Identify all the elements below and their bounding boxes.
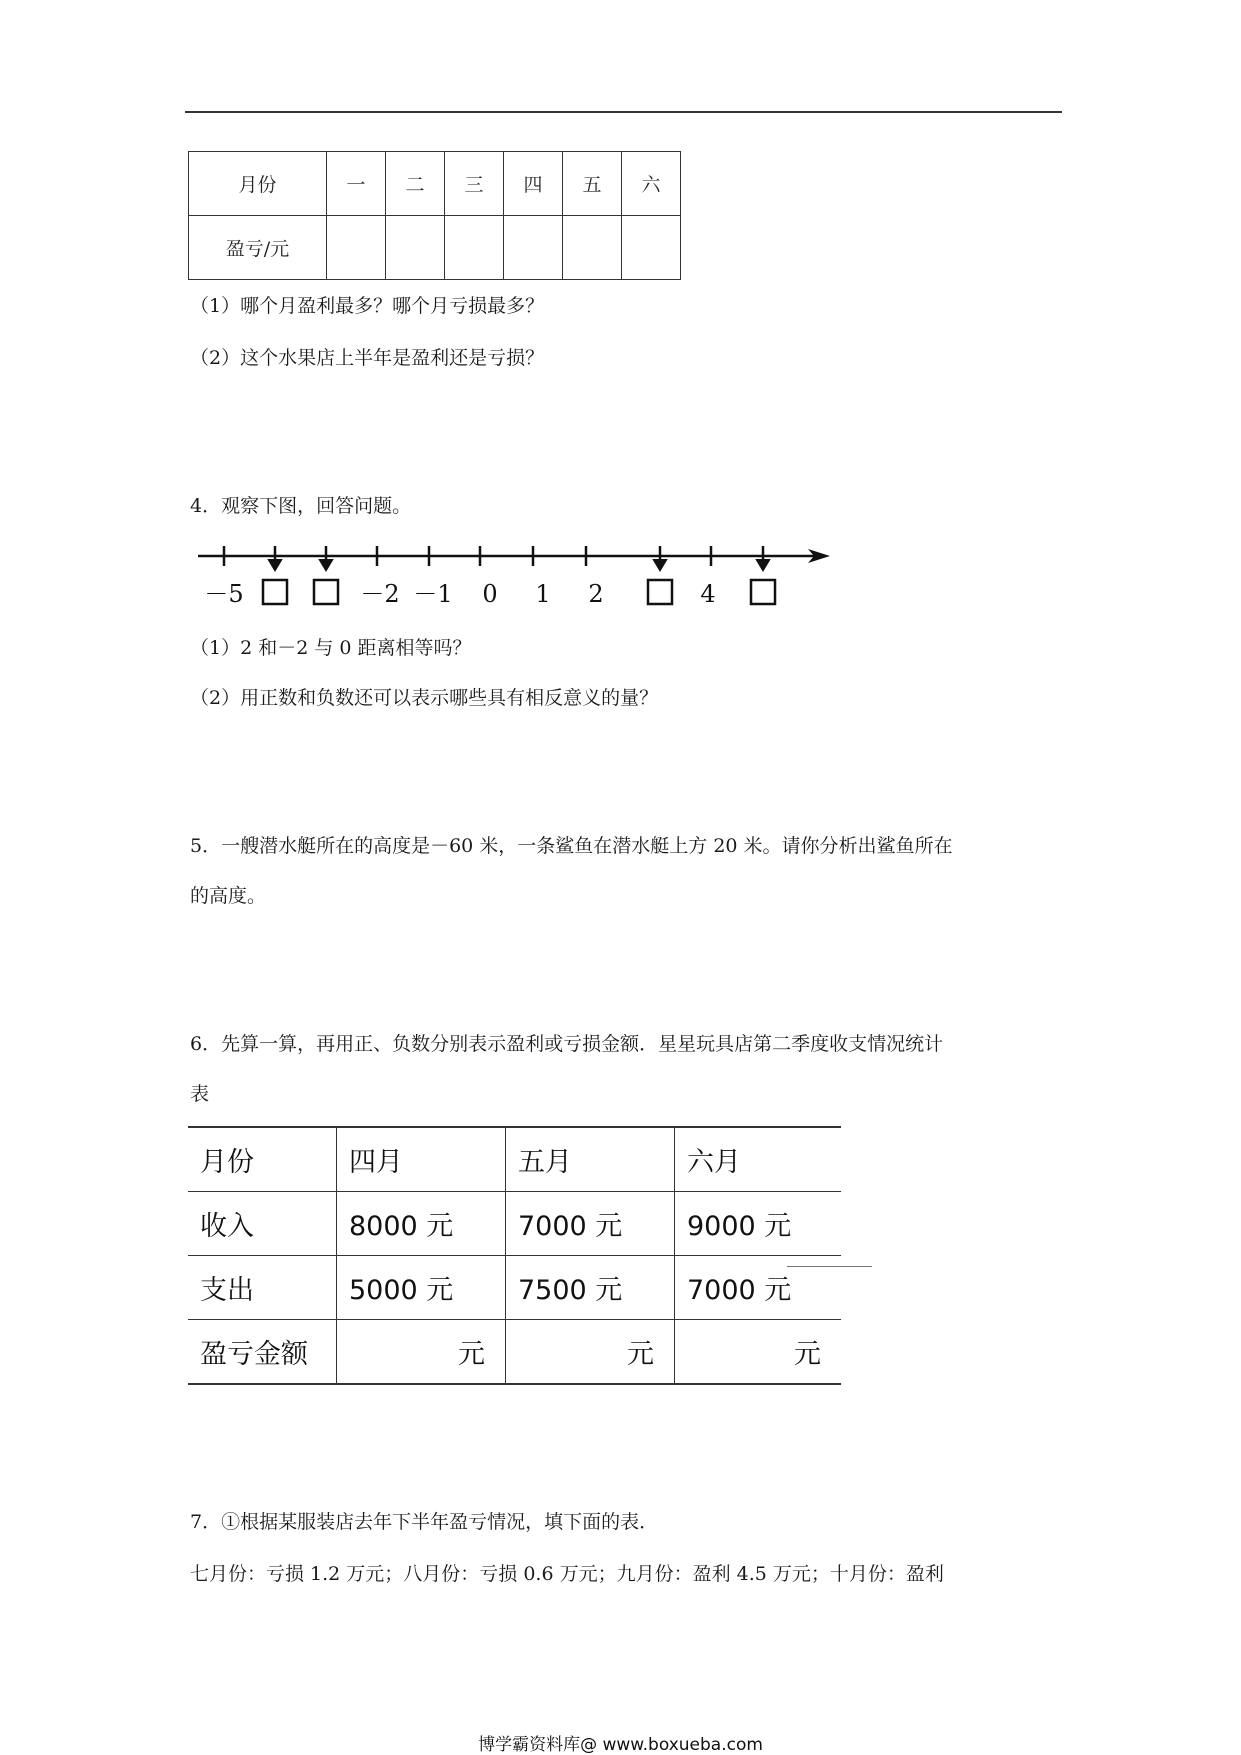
blank-cell[interactable] xyxy=(327,216,386,280)
q2-income-expense-table xyxy=(188,1126,841,1385)
q5-line2: 的高度。 xyxy=(190,885,267,907)
answer-cell[interactable]: 元 xyxy=(675,1320,842,1385)
blank-cell[interactable] xyxy=(445,216,504,280)
table-cell: 六 xyxy=(622,152,681,216)
q6-line2: 表 xyxy=(190,1083,210,1105)
table-cell: 五 xyxy=(563,152,622,216)
table-cell: 一 xyxy=(327,152,386,216)
answer-box xyxy=(751,580,775,604)
table-cell: 二 xyxy=(386,152,445,216)
table-cell: 四月 xyxy=(337,1127,506,1192)
table-row xyxy=(188,1127,841,1192)
answer-box xyxy=(263,580,287,604)
tick-label: －1 xyxy=(413,580,453,608)
down-arrow-icons xyxy=(269,546,769,570)
blank-cell[interactable] xyxy=(386,216,445,280)
answer-cell[interactable]: 元 xyxy=(506,1320,675,1385)
table-cell: 5000 元 xyxy=(337,1256,506,1320)
tick-label: －2 xyxy=(360,580,400,608)
table-row xyxy=(188,1256,841,1320)
table-cell: 月份 xyxy=(189,152,327,216)
blank-cell[interactable] xyxy=(504,216,563,280)
q4-sub1: （1）2 和－2 与 0 距离相等吗？ xyxy=(190,637,472,659)
blank-cell[interactable] xyxy=(622,216,681,280)
table-cell: 六月 xyxy=(675,1127,842,1192)
q3-sub1: （1）哪个月盈利最多？哪个月亏损最多？ xyxy=(190,295,545,317)
table-cell: 7000 元 xyxy=(675,1256,842,1320)
table-cell: 支出 xyxy=(188,1256,337,1320)
table-cell: 8000 元 xyxy=(337,1192,506,1256)
answer-box xyxy=(314,580,338,604)
table-cell: 盈亏/元 xyxy=(189,216,327,280)
table-cell: 盈亏金额 xyxy=(188,1320,337,1385)
table-cell: 三 xyxy=(445,152,504,216)
footer-watermark: 博学霸资料库@ www.boxueba.com xyxy=(478,1735,763,1755)
table-cell: 7000 元 xyxy=(506,1192,675,1256)
answer-boxes xyxy=(263,580,775,604)
table-row xyxy=(189,152,681,216)
header-rule xyxy=(185,111,1062,113)
profit-loss-table-months xyxy=(188,151,681,280)
table-cell: 7500 元 xyxy=(506,1256,675,1320)
q4-title: 4．观察下图，回答问题。 xyxy=(190,495,412,517)
tick-label: 0 xyxy=(482,580,498,608)
q5-line1: 5．一艘潜水艇所在的高度是－60 米，一条鲨鱼在潜水艇上方 20 米。请你分析出鲨鱼所在 xyxy=(190,835,953,857)
answer-cell[interactable]: 元 xyxy=(337,1320,506,1385)
table-cell: 月份 xyxy=(188,1127,337,1192)
blank-cell[interactable] xyxy=(563,216,622,280)
q7-line2: 七月份：亏损 1.2 万元；八月份：亏损 0.6 万元；九月份：盈利 4.5 万元；十月份：盈利 xyxy=(190,1563,944,1585)
table-cell: 9000 元 xyxy=(675,1192,842,1256)
divider xyxy=(787,1266,872,1267)
table-cell: 五月 xyxy=(506,1127,675,1192)
table-row xyxy=(189,216,681,280)
number-line xyxy=(190,538,840,618)
table-row xyxy=(188,1192,841,1256)
tick-label: 1 xyxy=(535,580,551,608)
tick-label: 4 xyxy=(700,580,716,608)
answer-box xyxy=(648,580,672,604)
tick-label: 2 xyxy=(588,580,604,608)
table-cell: 四 xyxy=(504,152,563,216)
q4-sub2: （2）用正数和负数还可以表示哪些具有相反意义的量？ xyxy=(190,687,659,709)
q6-line1: 6．先算一算，再用正、负数分别表示盈利或亏损金额．星星玩具店第二季度收支情况统计 xyxy=(190,1033,944,1055)
table-row xyxy=(188,1320,841,1385)
q7-line1: 7．①根据某服装店去年下半年盈亏情况，填下面的表． xyxy=(190,1511,659,1533)
tick-label: －5 xyxy=(204,580,244,608)
table-cell: 收入 xyxy=(188,1192,337,1256)
q3-sub2: （2）这个水果店上半年是盈利还是亏损？ xyxy=(190,347,545,369)
